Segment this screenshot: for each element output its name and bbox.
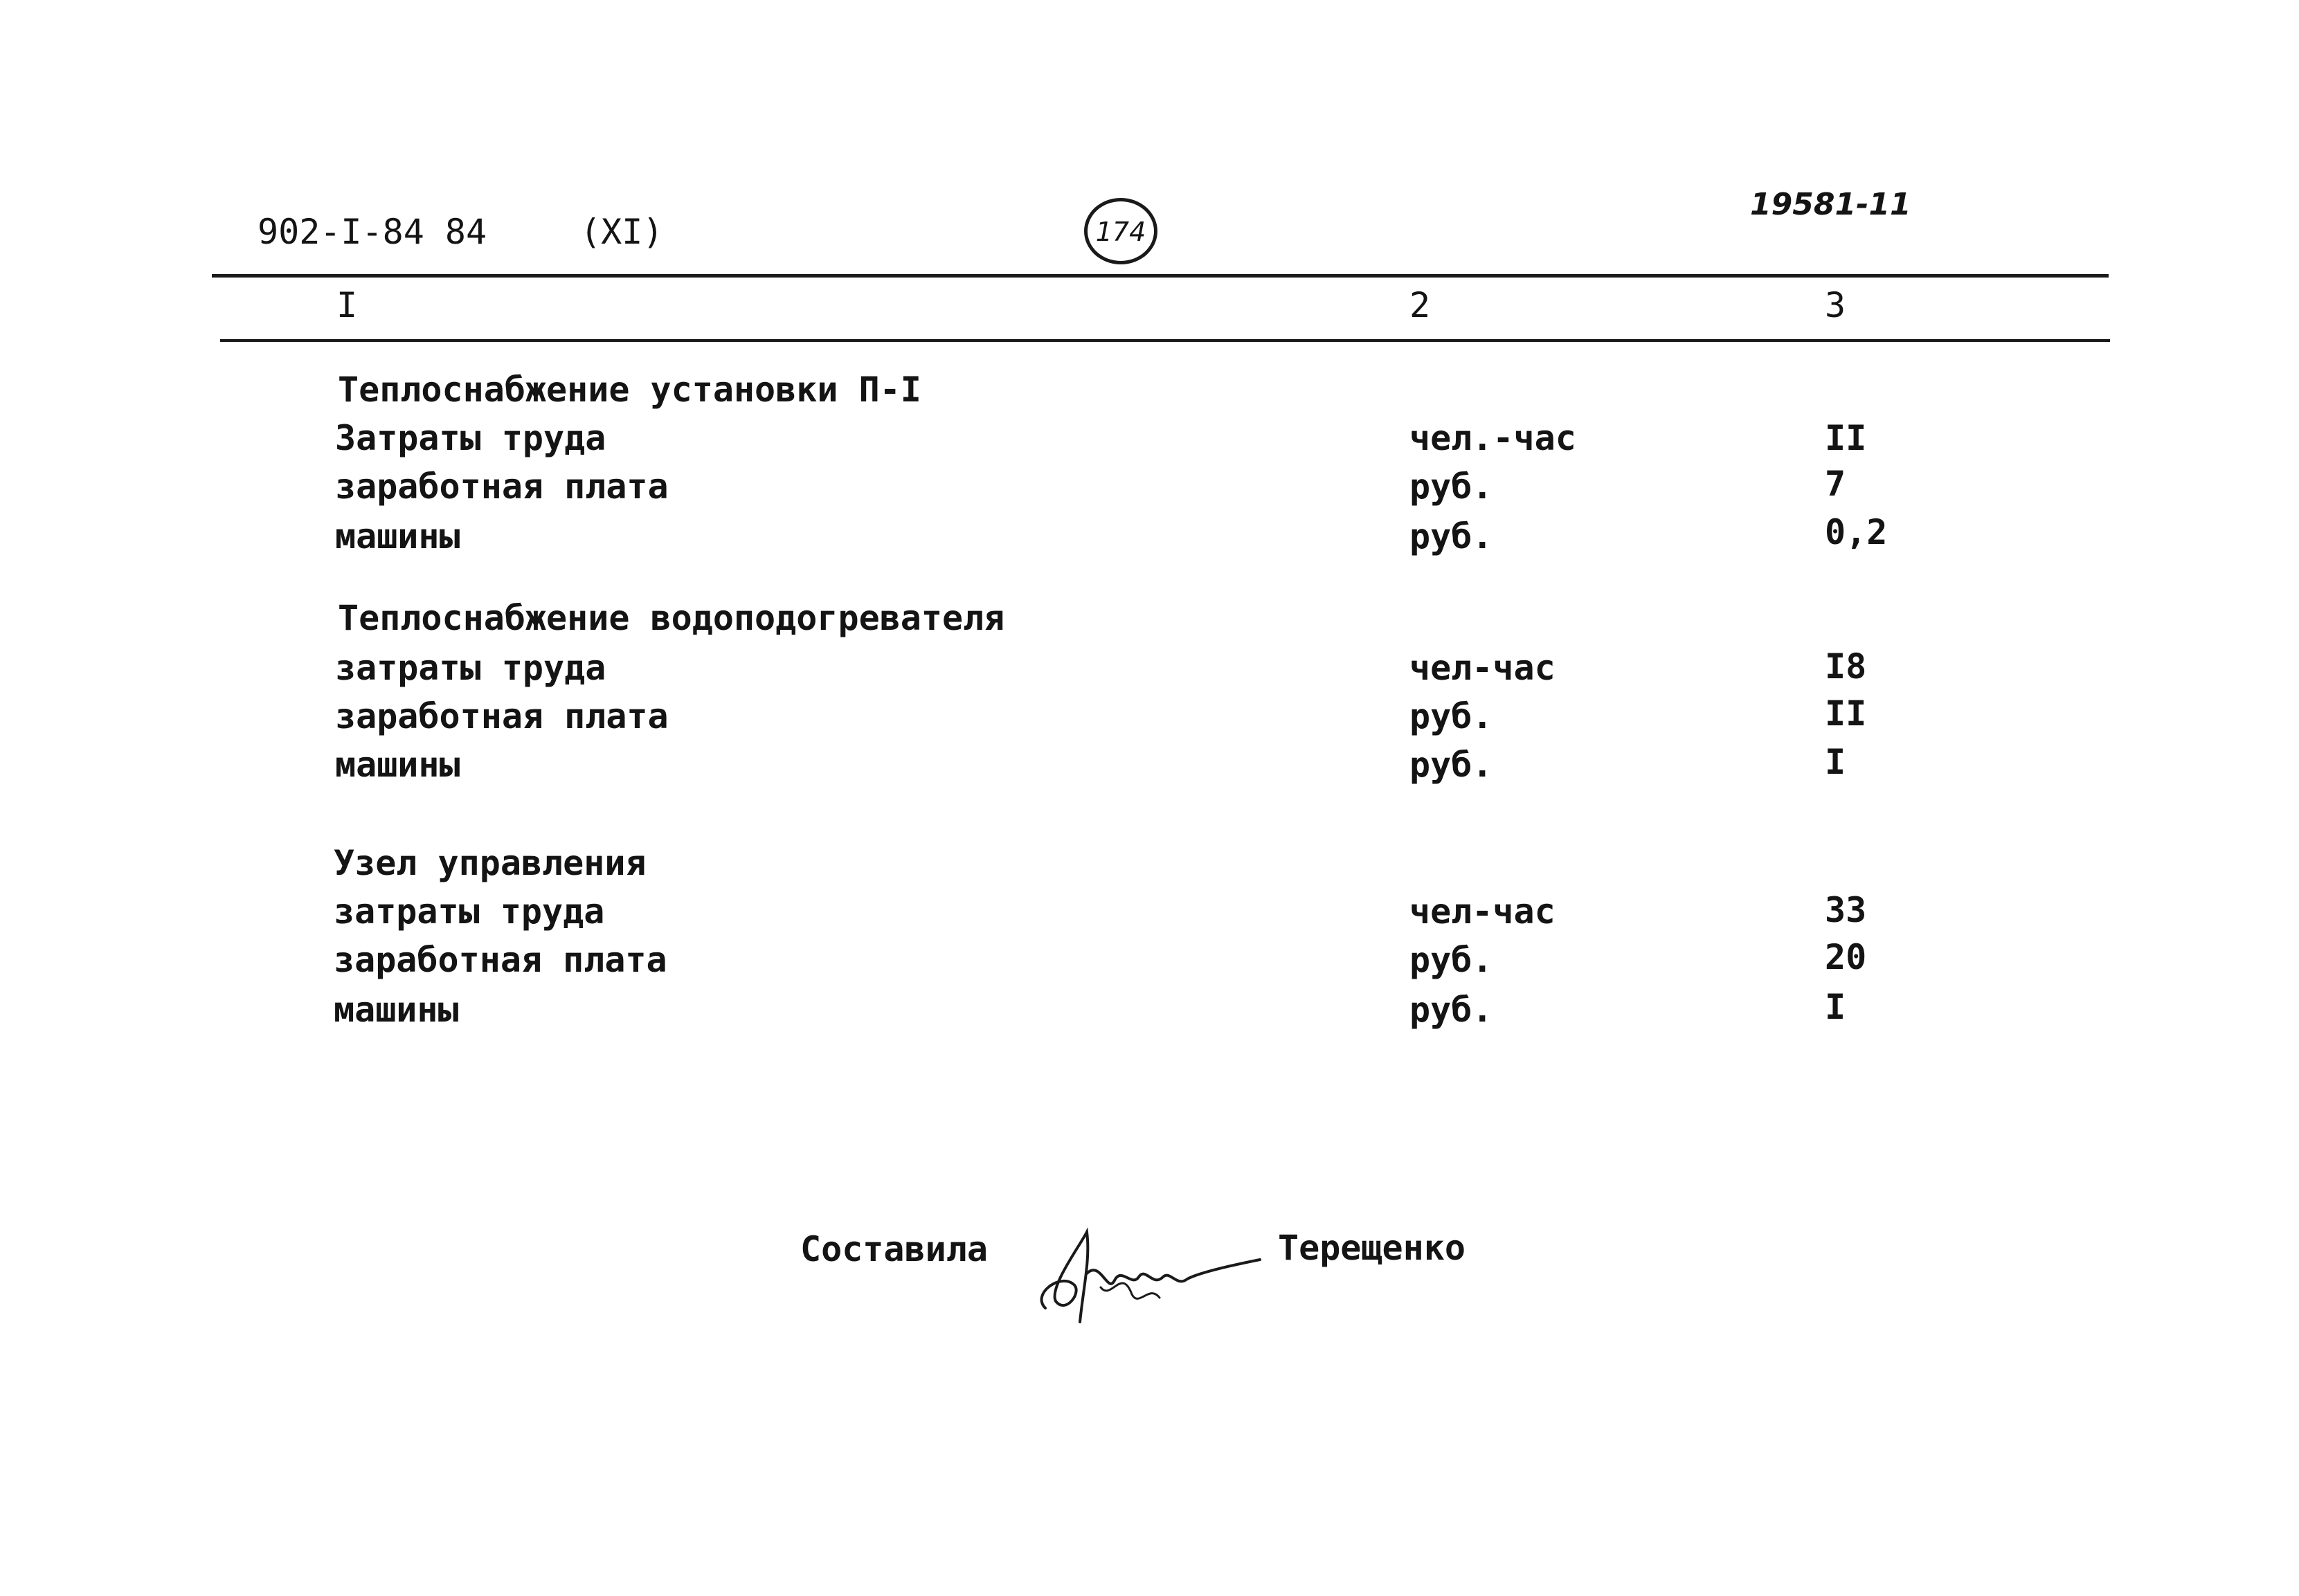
row-unit: чел.-час <box>1409 418 1576 458</box>
section-label: (XI) <box>580 212 664 252</box>
row-name: Затраты труда <box>335 418 606 458</box>
group-title: Узел управления <box>334 843 647 883</box>
row-unit: руб. <box>1409 990 1493 1030</box>
row-value: 33 <box>1825 890 1867 930</box>
group-title: Теплоснабжение водоподогревателя <box>338 598 1005 638</box>
top-rule <box>212 274 2109 278</box>
row-unit: руб. <box>1409 745 1493 785</box>
row-unit: чел-час <box>1409 648 1556 688</box>
row-name: заработная плата <box>335 466 669 507</box>
row-name: заработная плата <box>334 940 667 980</box>
row-unit: руб. <box>1409 940 1493 980</box>
row-name: затраты труда <box>334 891 605 932</box>
compiler-name: Терещенко <box>1278 1228 1466 1268</box>
signature-image <box>1018 1218 1267 1329</box>
row-value: 20 <box>1825 937 1867 977</box>
row-value: I <box>1825 987 1846 1027</box>
row-value: 0,2 <box>1825 512 1888 552</box>
row-unit: чел-час <box>1409 891 1556 932</box>
row-value: I8 <box>1825 646 1867 687</box>
group-title: Теплоснабжение установки П-I <box>338 370 921 410</box>
column-header-1: I <box>336 285 358 325</box>
page-number-stamp <box>1084 198 1157 264</box>
row-name: затраты труда <box>335 648 606 688</box>
column-header-3: 3 <box>1825 285 1846 325</box>
row-unit: руб. <box>1409 516 1493 556</box>
row-unit: руб. <box>1409 466 1493 507</box>
header-bottom-rule <box>220 339 2110 342</box>
column-header-2: 2 <box>1409 285 1431 325</box>
row-unit: руб. <box>1409 696 1493 736</box>
row-name: машины <box>335 516 460 556</box>
row-name: машины <box>334 990 459 1030</box>
row-value: I <box>1825 742 1846 782</box>
compiled-by-label: Составила <box>800 1229 988 1269</box>
document-code: 902-I-84 84 <box>258 212 487 252</box>
row-value: 7 <box>1825 464 1846 504</box>
archive-number: 19581-11 <box>1750 187 1911 222</box>
row-value: II <box>1825 418 1867 458</box>
page-number: 174 <box>1095 217 1146 247</box>
row-name: заработная плата <box>335 696 669 736</box>
row-name: машины <box>335 745 460 785</box>
row-value: II <box>1825 693 1867 734</box>
